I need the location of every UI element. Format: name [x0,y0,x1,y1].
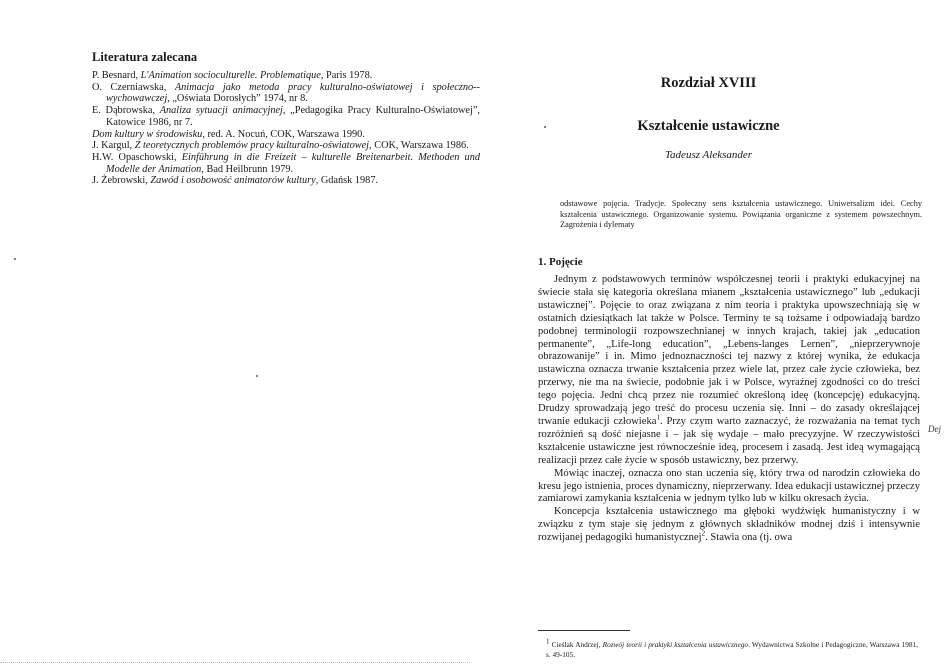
chapter-author: Tadeusz Aleksander [664,149,753,161]
bib-author: J. Żebrowski, [92,175,151,187]
bib-author: H.W. Opaschowski, [92,151,182,163]
footnote-details: . Wydawnictwa Szkolne i Pedagogiczne, Warszawa 1981, s. 49-105. [546,640,918,659]
scan-speck [256,375,258,377]
paragraph-text-continued: . Przy czym warto zaznaczyć, że rozważania na temat tych rozróżnień są dość niejasne i – jak się wydaje – mało precyzyjne. W rzeczywistości kształcenie ustawiczne jest równocześnie ideą, procesem i zasadą. Jest ideą wymagającą realizacji przez całe życie w sposób ustawiczny, bez przerwy. [538,415,920,466]
section-heading: 1. Pojęcie [538,256,583,268]
bib-author: P. Besnard, [92,70,141,81]
bib-title: Zawód i osobowość animatorów kultury [150,175,316,187]
body-text [538,274,920,545]
bibliography-entry [92,140,480,152]
paragraph [538,274,920,468]
bibliography-entry [92,70,480,82]
bibliography-entry [92,82,480,105]
bibliography-entry [92,129,480,141]
footnote [546,637,918,659]
bib-title: Z teoretycznych problemów pracy kulturalno-oświatowej [134,140,370,152]
bib-title: L'Animation socioculturelle. Problematique [140,70,321,81]
bib-details: , Gdańsk 1987. [315,175,379,187]
bibliography-entry [92,105,480,128]
page-bottom-edge [0,662,470,663]
bib-title: Dom kultury w środowisku [92,128,203,140]
paragraph-text: Koncepcja kształcenia ustawicznego ma głęboki wydźwięk humanistyczny i w związku z tym staje się jednym z głównych składników modnej dziś i intensywnie rozwijanej pedagogiki humanistycznej [538,506,920,544]
scan-speck [544,126,546,128]
footnote-author: Cieślak Andrzej, [551,640,603,649]
footnote-title: Rozwój teorii i praktyki kształcenia ustawicznego [602,640,749,649]
bib-author: E. Dąbrowska, [92,105,160,117]
paragraph [538,468,920,507]
bib-details: , Paris 1978. [320,70,373,81]
margin-note: Dej [928,424,941,434]
bib-title: Animacja jako metoda pracy kulturalno-oświatowej i społeczno--wychowawczej [106,81,480,105]
paragraph-text: Jednym z podstawowych terminów współczesnej teorii i praktyki edukacyjnej na świecie stała się kategoria określana mianem „kształcenia ustawicznego” lub „edukacji ustawicznej”. Pojęcie to oraz związana z nim teoria i praktyka upowszechniają się w ostatnich dziesiątkach lat także w Polsce. Terminy te są tożsame i odpowiadają bardzo podobnej terminologii rozpowszechnianej w innych krajach, takiej jak „education permanente”, „Life-long education”, „Lebens-langes Lernen”, „nieprzerywnoje obrazowanije” i in. Mimo jednoznaczności tej nazwy z której wynika, że edukacja ustawiczna oznacza trwanie kształcenia przez wiele lat, przez całe życie człowieka, bez przerwy, nie ma na świecie, podobnie jak i w Polsce, wyraźnej zgodności co do treści tego pojęcia. Jedni chcą przez nie rozumieć określoną ideę (koncepcję) edukacyjną. Drudzy sprowadzają jego treść do procesu uczenia się. Inni – do zasady określającej trwanie edukacji człowieka [538,274,920,427]
chapter-abstract: odstawowe pojęcia. Tradycje. Społeczny sens kształcenia ustawicznego. Uniwersalizm idei. Cechy kształcenia ustawicznego. Organizowanie systemu. Powiązania organiczne z systemem powszechnym. Zagrożenia i dylematy [560,199,922,230]
chapter-title: Kształcenie ustawiczne [637,118,780,134]
bib-title: Analiza sytuacji animacyjnej [159,105,283,117]
recommended-literature [92,50,480,187]
bib-details: , Bad Heilbrunn 1979. [201,163,294,175]
bib-details: , „Pedagogika Pracy Kulturalno-Oświatowej”, Katowice 1986, nr 7. [106,105,480,128]
paragraph [538,506,920,545]
bib-author: O. Czerniawska, [92,81,175,93]
bib-author: J. Kargul, [92,140,135,152]
bibliography-entry [92,152,480,175]
footnote-reference: 1 [656,413,660,422]
footnote-number: 1 [546,637,550,646]
bib-details: , „Oświata Dorosłych” 1974, nr 8. [167,93,308,105]
bibliography-entry [92,175,480,187]
right-page [470,0,947,670]
bib-details: , red. A. Nocuń, COK, Warszawa 1990. [202,128,365,140]
bib-details: , COK, Warszawa 1986. [369,140,469,152]
footnote-reference: 2 [701,529,706,538]
scan-speck [14,258,16,260]
paragraph-text: Mówiąc inaczej, oznacza ono stan uczenia się, który trwa od narodzin człowieka do kresu jego istnienia, proces dynamiczny, nieprzerwany. Idea edukacji ustawicznej przeczy zamiarowi zamykania kształcenia w jednym tylko lub w kilku okresach życia. [538,467,920,505]
paragraph-text-continued: . Stawia ona (tj. owa [705,532,793,544]
footnote-divider [538,630,630,631]
literature-heading: Literatura zalecana [92,50,198,64]
bib-title: Einführung in die Freizeit – kulturelle Breitenarbeit. Methoden und Modelle der Animation [106,151,480,175]
chapter-number: Rozdział XVIII [660,75,757,91]
